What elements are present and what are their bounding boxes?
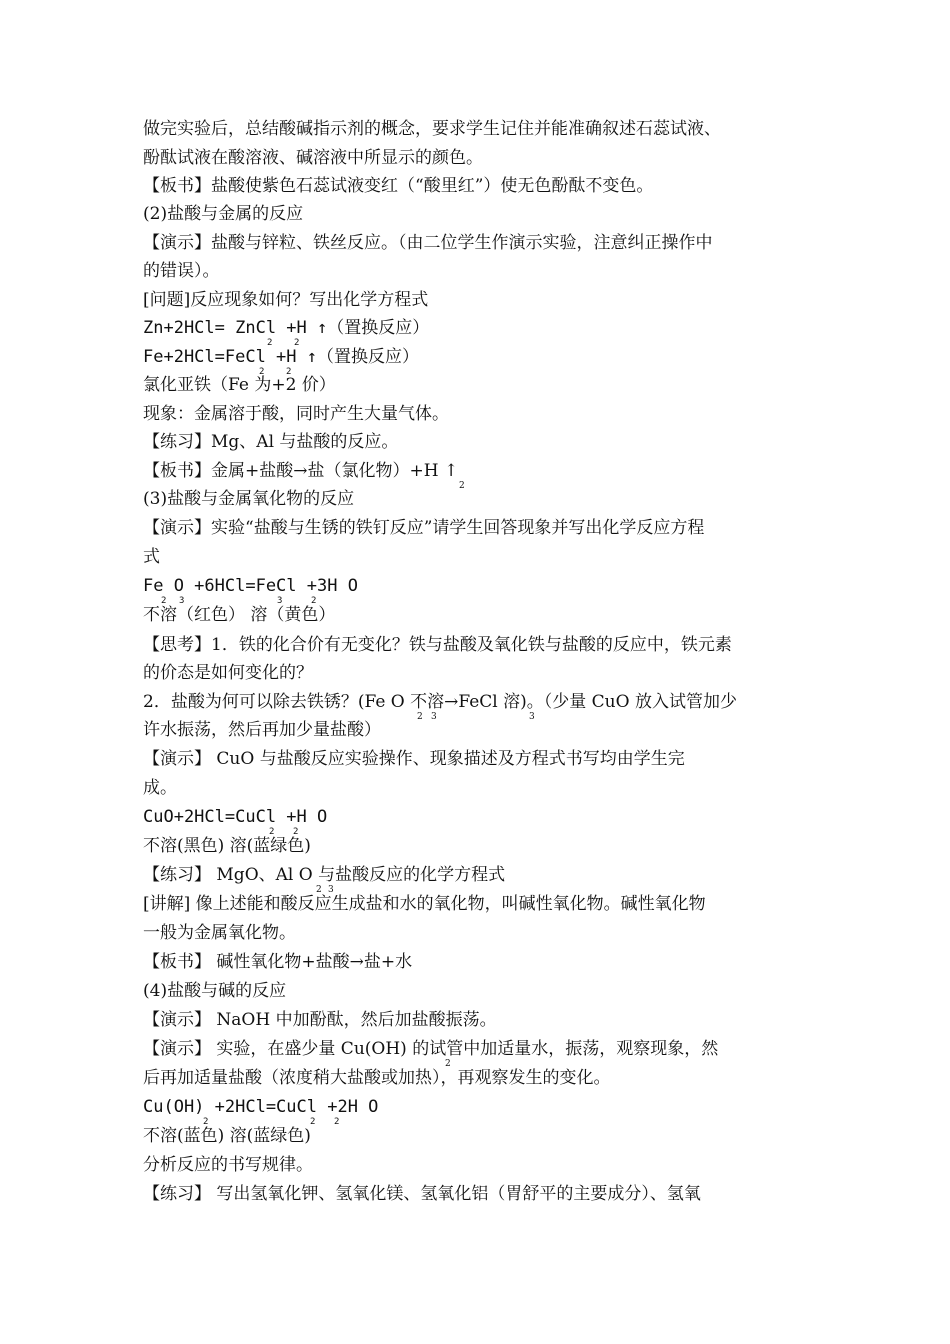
subscript: 2 — [417, 712, 423, 722]
text-line: 【演示】 CuO 与盐酸反应实验操作、现象描述及方程式书写均由学生完 — [143, 749, 685, 769]
equation-line — [143, 1096, 379, 1127]
text-line: 做完实验后，总结酸碱指示剂的概念，要求学生记住并能准确叙述石蕊试液、 — [143, 119, 721, 139]
text-line: 式 — [143, 547, 160, 567]
text-line: 【板书】盐酸使紫色石蕊试液变红（“酸里红”）使无色酚酞不变色。 — [143, 176, 654, 196]
subscript: 2 — [267, 338, 273, 348]
text-content: 【练习】 MgO、Al O 与盐酸反应的化学方程式 — [143, 865, 506, 885]
text-line: 一般为金属氧化物。 — [143, 923, 296, 943]
text-line: 【练习】 写出氢氧化钾、氢氧化镁、氢氧化铝（胃舒平的主要成分）、氢氧 — [143, 1184, 701, 1204]
text-line: 【练习】Mg、Al 与盐酸的反应。 — [143, 432, 399, 452]
text-line: 【板书】 碱性氧化物+盐酸→盐+水 — [143, 952, 413, 972]
subscript: 2 — [459, 481, 465, 491]
text-content: 2．盐酸为何可以除去铁锈？(Fe O 不溶→FeCl 溶)。（少量 CuO 放入试管加少 — [143, 692, 737, 712]
text-line — [143, 1038, 719, 1069]
text-line: 【思考】1．铁的化合价有无变化？铁与盐酸及氧化铁与盐酸的反应中，铁元素 — [143, 635, 732, 655]
text-line — [143, 864, 506, 895]
equation-line — [143, 346, 419, 377]
board-note-text: 【板书】金属+盐酸→盐（氯化物）+H ↑ — [143, 461, 459, 481]
subscript: 2 — [203, 1117, 209, 1127]
section-heading: (2)盐酸与金属的反应 — [143, 204, 304, 224]
subscript: 2 — [311, 596, 317, 606]
subscript: 3 — [179, 596, 185, 606]
subscript: 2 — [161, 596, 167, 606]
text-line: [讲解] 像上述能和酸反应生成盐和水的氧化物，叫碱性氧化物。碱性氧化物 — [143, 894, 706, 914]
subscript: 2 — [294, 338, 300, 348]
text-line: 【演示】实验“盐酸与生锈的铁钉反应”请学生回答现象并写出化学反应方程 — [143, 518, 705, 538]
subscript: 3 — [277, 596, 283, 606]
subscript: 3 — [529, 712, 535, 722]
text-line: 氯化亚铁（Fe 为+2 价） — [143, 375, 336, 395]
subscript: 2 — [334, 1117, 340, 1127]
subscript: 2 — [445, 1059, 451, 1069]
text-content: 【演示】 实验，在盛少量 Cu(OH) 的试管中加适量水，振荡，观察现象，然 — [143, 1039, 719, 1059]
text-line: 后再加适量盐酸（浓度稍大盐酸或加热），再观察发生的变化。 — [143, 1068, 611, 1088]
section-heading: (4)盐酸与碱的反应 — [143, 981, 287, 1001]
text-line: 不溶（红色） 溶（黄色） — [143, 605, 336, 625]
equation-line — [143, 806, 328, 837]
subscript: 2 — [259, 367, 265, 377]
subscript: 2 — [269, 827, 275, 837]
text-line: 【演示】 NaOH 中加酚酞，然后加盐酸振荡。 — [143, 1010, 497, 1030]
text-line: 现象：金属溶于酸，同时产生大量气体。 — [143, 404, 449, 424]
text-line: 酚酞试液在酸溶液、碱溶液中所显示的颜色。 — [143, 148, 483, 168]
text-line: 许水振荡，然后再加少量盐酸） — [143, 720, 381, 740]
subscript: 2 — [316, 885, 322, 895]
subscript: 2 — [293, 827, 299, 837]
equation-line — [143, 575, 358, 606]
text-line — [143, 691, 737, 722]
equation-text: Fe+2HCl=FeCl +H ↑（置换反应） — [143, 347, 419, 367]
text-line: 成。 — [143, 778, 177, 798]
text-line: 不溶(黑色) 溶(蓝绿色) — [143, 836, 311, 856]
text-line: 的错误）。 — [143, 261, 220, 281]
text-line: [问题]反应现象如何？写出化学方程式 — [143, 290, 429, 310]
text-line: 的价态是如何变化的？ — [143, 663, 313, 683]
equation-text: Cu(OH) +2HCl=CuCl +2H O — [143, 1097, 379, 1117]
section-heading: (3)盐酸与金属氧化物的反应 — [143, 489, 355, 509]
equation-text: Zn+2HCl= ZnCl +H ↑（置换反应） — [143, 318, 430, 338]
text-line: 分析反应的书写规律。 — [143, 1155, 313, 1175]
equation-line — [143, 317, 430, 348]
subscript: 3 — [328, 885, 334, 895]
equation-text: Fe O +6HCl=FeCl +3H O — [143, 576, 358, 596]
board-note-line — [143, 460, 465, 491]
text-line: 不溶(蓝色) 溶(蓝绿色) — [143, 1126, 311, 1146]
subscript: 2 — [286, 367, 292, 377]
subscript: 2 — [310, 1117, 316, 1127]
equation-text: CuO+2HCl=CuCl +H O — [143, 807, 328, 827]
subscript: 3 — [431, 712, 437, 722]
text-line: 【演示】盐酸与锌粒、铁丝反应。（由二位学生作演示实验，注意纠正操作中 — [143, 233, 713, 253]
